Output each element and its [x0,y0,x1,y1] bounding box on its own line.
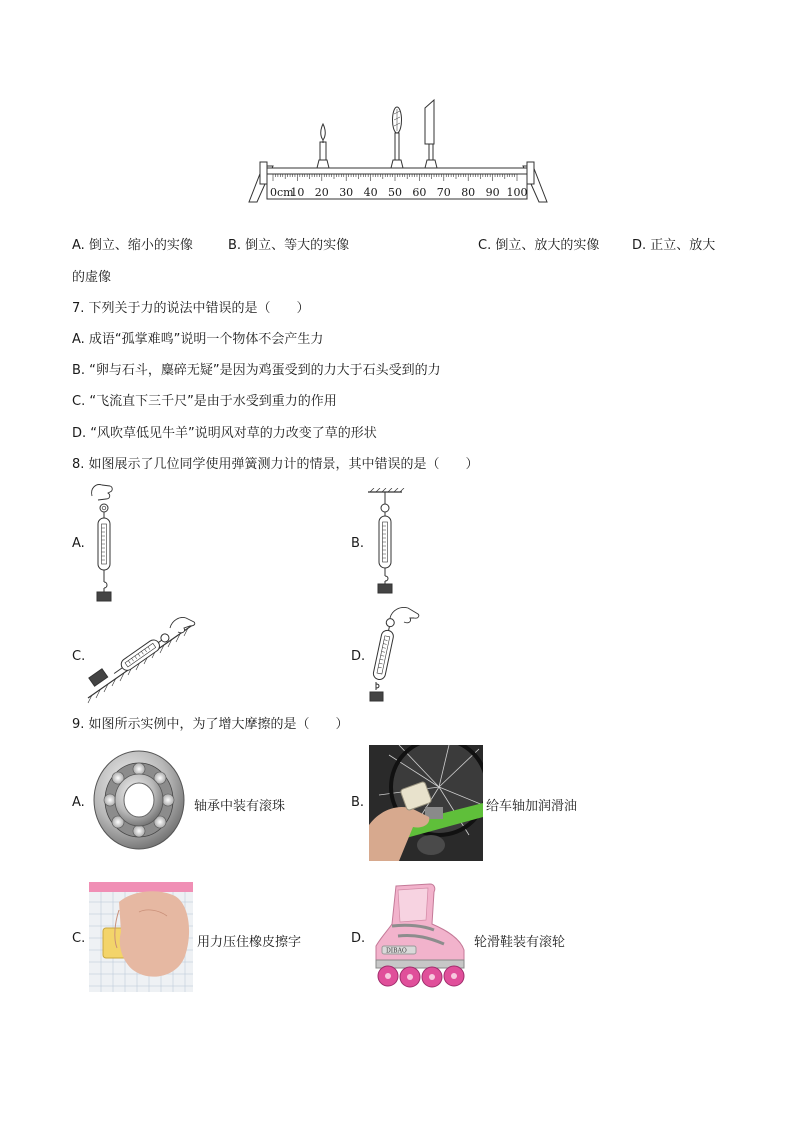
q9-caption-a: 轴承中装有滚珠 [194,799,286,814]
q9-label-d: D. [351,931,366,946]
q7-option-c: C. “飞流直下三千尺”是由于水受到重力的作用 [72,394,337,409]
light-screen [425,100,437,168]
spring-scale-a-figure [86,482,126,604]
q8-stem: 8. 如图展示了几位同学使用弹簧测力计的情景，其中错误的是（ ） [72,457,479,472]
ruler-label: 100 [506,186,528,199]
optical-bench-figure [245,98,550,206]
q7-stem: 7. 下列关于力的说法中错误的是（ ） [72,301,310,316]
lubricate-axle-photo [369,745,483,861]
q9-caption-c: 用力压住橡皮擦字 [197,935,302,950]
ruler-label: 70 [436,186,451,199]
q6-option-c: C. 倒立、放大的实像 [478,238,600,253]
q7-option-b: B. “卵与石斗，麋碎无疑”是因为鸡蛋受到的力大于石头受到的力 [72,363,441,378]
q8-label-c: C. [72,649,86,664]
q8-label-a: A. [72,536,85,551]
q9-label-b: B. [351,795,365,810]
candle [317,124,329,168]
q7-option-d: D. “风吹草低见牛羊”说明风对草的力改变了草的形状 [72,426,377,441]
q9-caption-b: 给车轴加润滑油 [486,799,578,814]
q8-label-b: B. [351,536,365,551]
q6-option-d-continued: 的虚像 [72,270,112,285]
ruler-label: 30 [339,186,354,199]
q6-option-b: B. 倒立、等大的实像 [228,238,350,253]
skate-brand-text: DIBAO [386,947,407,955]
convex-lens [391,107,403,168]
ball-bearing-image [88,748,190,852]
q7-option-a: A. 成语“孤掌难鸣”说明一个物体不会产生力 [72,332,324,347]
ruler-label: 60 [412,186,427,199]
q6-option-d: D. 正立、放大 [632,238,716,253]
q9-stem: 9. 如图所示实例中，为了增大摩擦的是（ ） [72,717,349,732]
ruler-label: 80 [461,186,476,199]
ruler-label: 10 [290,186,305,199]
q9-label-c: C. [72,931,86,946]
spring-scale-b-figure [366,488,406,594]
q8-label-d: D. [351,649,366,664]
ruler-label: 40 [363,186,378,199]
ruler-label: 90 [485,186,500,199]
spring-scale-c-figure [86,608,198,704]
q6-option-a: A. 倒立、缩小的实像 [72,238,193,253]
roller-skate-photo [368,880,472,994]
spring-scale-d-figure [364,604,424,704]
q9-caption-d: 轮滑鞋装有滚轮 [474,935,566,950]
ruler-label: 0cm [270,186,294,199]
ruler-label: 50 [388,186,402,199]
ruler-label: 20 [314,186,329,199]
q9-label-a: A. [72,795,85,810]
press-eraser-photo [89,882,193,992]
